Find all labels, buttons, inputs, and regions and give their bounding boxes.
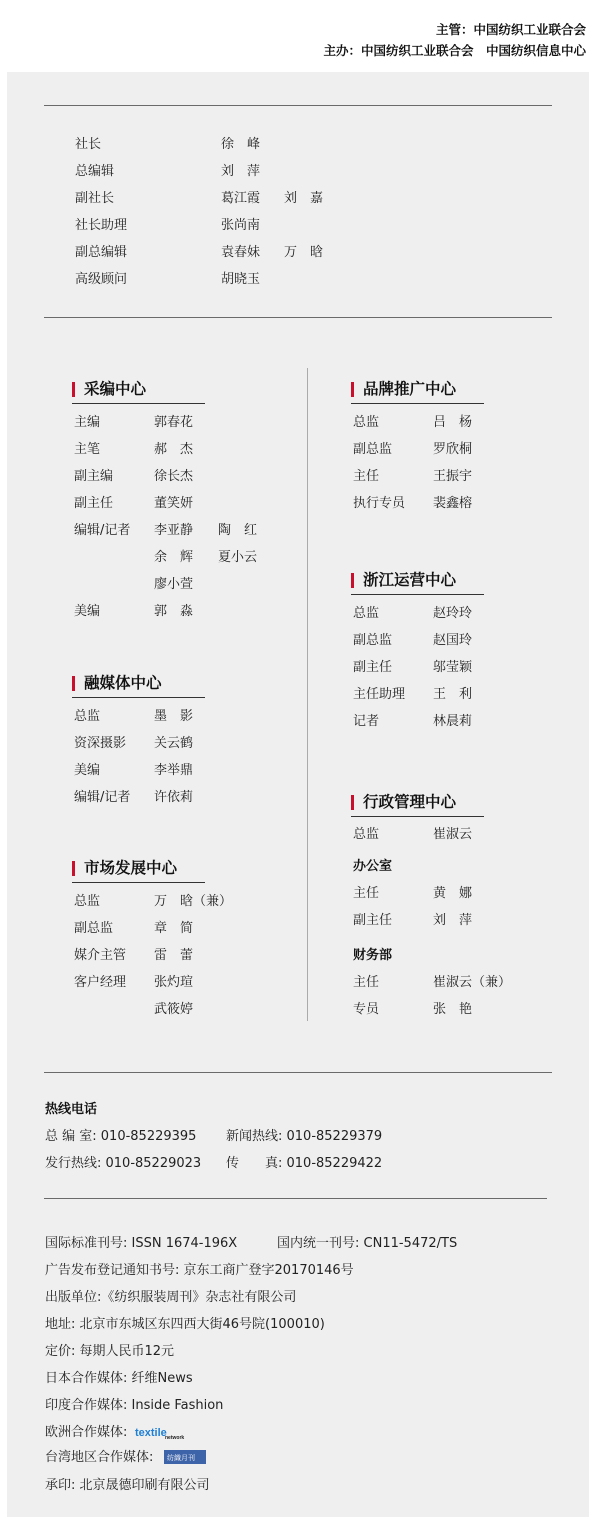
staff-name: 李亚静 (154, 523, 194, 538)
staff-role: 主任 (353, 975, 380, 990)
leader-role: 高级顾问 (75, 272, 128, 287)
section-title: 行政管理中心 (363, 793, 457, 811)
staff-role: 编辑/记者 (74, 790, 131, 805)
svg-text:纺織月刊: 纺織月刊 (167, 1454, 195, 1462)
hotline-title: 热线电话 (45, 1102, 98, 1117)
section-marker (351, 382, 354, 397)
staff-role: 美编 (74, 604, 101, 619)
textile-network-logo (134, 1426, 190, 1440)
staff-name: 裴鑫榕 (433, 496, 473, 511)
issn-number: 国际标准刊号: ISSN 1674-196X (45, 1236, 238, 1251)
staff-name: 董笑妍 (154, 496, 194, 511)
staff-name: 郭 淼 (154, 604, 194, 619)
staff-name: 武筱婷 (154, 1002, 194, 1017)
japan-partner: 日本合作媒体: 纤维News (45, 1371, 193, 1386)
leader-name: 胡晓玉 (221, 272, 261, 287)
section-marker (351, 573, 354, 588)
staff-role: 主任助理 (353, 687, 406, 702)
staff-name: 关云鹤 (154, 736, 194, 751)
staff-name: 王 利 (433, 687, 473, 702)
staff-role: 副总监 (74, 921, 114, 936)
section-title: 品牌推广中心 (363, 380, 457, 398)
section-marker (351, 795, 354, 810)
divider (44, 105, 552, 106)
staff-role: 主笔 (74, 442, 101, 457)
staff-role: 总监 (353, 827, 380, 842)
staff-role: 主任 (353, 469, 380, 484)
leader-role: 副社长 (75, 191, 115, 206)
divider (44, 1072, 552, 1073)
europe-partner-label: 欧洲合作媒体: (45, 1425, 128, 1440)
staff-name: 黄 娜 (433, 886, 473, 901)
staff-name: 许依莉 (154, 790, 194, 805)
staff-role: 总监 (74, 894, 101, 909)
staff-name: 陶 红 (218, 523, 258, 538)
staff-role: 副主任 (74, 496, 114, 511)
staff-role: 总监 (353, 606, 380, 621)
leader-role: 副总编辑 (75, 245, 128, 260)
staff-name: 崔淑云 (433, 827, 473, 842)
staff-name: 李举鼎 (154, 763, 194, 778)
distribution-hotline: 发行热线: 010-85229023 (45, 1156, 202, 1171)
news-hotline: 新闻热线: 010-85229379 (226, 1129, 383, 1144)
divider (44, 1198, 547, 1199)
staff-name: 林晨莉 (433, 714, 473, 729)
staff-role: 总监 (353, 415, 380, 430)
staff-role: 美编 (74, 763, 101, 778)
staff-role: 主编 (74, 415, 101, 430)
staff-name: 张 艳 (433, 1002, 473, 1017)
leader-name: 张尚南 (221, 218, 261, 233)
staff-name: 夏小云 (218, 550, 258, 565)
divider (44, 317, 552, 318)
section-underline (72, 697, 205, 698)
staff-role: 副总监 (353, 633, 393, 648)
section-title: 采编中心 (84, 380, 147, 398)
section-marker (72, 382, 75, 397)
section-title: 市场发展中心 (84, 859, 178, 877)
price: 定价: 每期人民币12元 (45, 1344, 175, 1359)
sponsor-line: 主办：中国纺织工业联合会 中国纺织信息中心 (323, 43, 586, 58)
section-underline (351, 816, 484, 817)
column-divider (307, 368, 308, 1021)
staff-role: 媒介主管 (74, 948, 127, 963)
editorial-hotline: 总 编 室: 010-85229395 (45, 1129, 197, 1144)
subgroup-title: 办公室 (353, 859, 393, 874)
staff-name: 罗欣桐 (433, 442, 473, 457)
fax-number: 传 真: 010-85229422 (226, 1156, 383, 1171)
staff-name: 万 晗（兼） (154, 894, 233, 909)
staff-role: 编辑/记者 (74, 523, 131, 538)
leader-role: 总编辑 (75, 164, 115, 179)
staff-role: 总监 (74, 709, 101, 724)
printer: 承印: 北京晟德印刷有限公司 (45, 1478, 210, 1493)
section-marker (72, 861, 75, 876)
staff-name: 章 简 (154, 921, 194, 936)
svg-text:textile: textile (135, 1427, 167, 1439)
staff-role: 记者 (353, 714, 380, 729)
leader-name: 徐 峰 (221, 137, 261, 152)
staff-name: 徐长杰 (154, 469, 194, 484)
staff-name: 廖小萱 (154, 577, 194, 592)
svg-text:network: network (165, 1435, 185, 1440)
leader-name: 葛江霞 (221, 191, 261, 206)
supervisor-line: 主管：中国纺织工业联合会 (435, 22, 586, 37)
staff-role: 主任 (353, 886, 380, 901)
section-title: 浙江运营中心 (363, 571, 457, 589)
staff-role: 副主任 (353, 913, 393, 928)
staff-name: 吕 杨 (433, 415, 473, 430)
section-underline (351, 403, 484, 404)
leader-role: 社长助理 (75, 218, 128, 233)
staff-name: 郭春花 (154, 415, 194, 430)
staff-name: 雷 蕾 (154, 948, 194, 963)
staff-role: 副总监 (353, 442, 393, 457)
staff-name: 王振宇 (433, 469, 473, 484)
staff-role: 资深摄影 (74, 736, 127, 751)
staff-name: 邬莹颖 (433, 660, 473, 675)
staff-name: 墨 影 (154, 709, 194, 724)
section-underline (72, 882, 205, 883)
leader-role: 社长 (75, 137, 102, 152)
ad-license: 广告发布登记通知书号: 京东工商广登字20170146号 (45, 1263, 354, 1278)
staff-name: 赵玲玲 (433, 606, 473, 621)
cn-number: 国内统一刊号: CN11-5472/TS (277, 1236, 458, 1251)
staff-role: 执行专员 (353, 496, 406, 511)
staff-name: 张灼瑄 (154, 975, 194, 990)
leader-name: 袁春妹 (221, 245, 261, 260)
section-underline (351, 594, 484, 595)
section-marker (72, 676, 75, 691)
section-underline (72, 403, 205, 404)
publisher: 出版单位:《纺织服装周刊》杂志社有限公司 (45, 1290, 297, 1305)
taiwan-textile-logo (164, 1450, 206, 1464)
staff-name: 郝 杰 (154, 442, 194, 457)
leader-name: 刘 萍 (221, 164, 261, 179)
staff-role: 副主任 (353, 660, 393, 675)
address: 地址: 北京市东城区东四西大街46号院(100010) (45, 1317, 325, 1332)
staff-name: 刘 萍 (433, 913, 473, 928)
staff-name: 崔淑云（兼） (433, 975, 512, 990)
leader-name: 刘 嘉 (284, 191, 324, 206)
staff-role: 副主编 (74, 469, 114, 484)
taiwan-partner-label: 台湾地区合作媒体: (45, 1450, 154, 1465)
section-title: 融媒体中心 (84, 674, 162, 692)
staff-role: 专员 (353, 1002, 380, 1017)
staff-name: 余 辉 (154, 550, 194, 565)
subgroup-title: 财务部 (353, 948, 393, 963)
india-partner: 印度合作媒体: Inside Fashion (45, 1398, 224, 1413)
staff-role: 客户经理 (74, 975, 127, 990)
staff-name: 赵国玲 (433, 633, 473, 648)
leader-name: 万 晗 (284, 245, 324, 260)
